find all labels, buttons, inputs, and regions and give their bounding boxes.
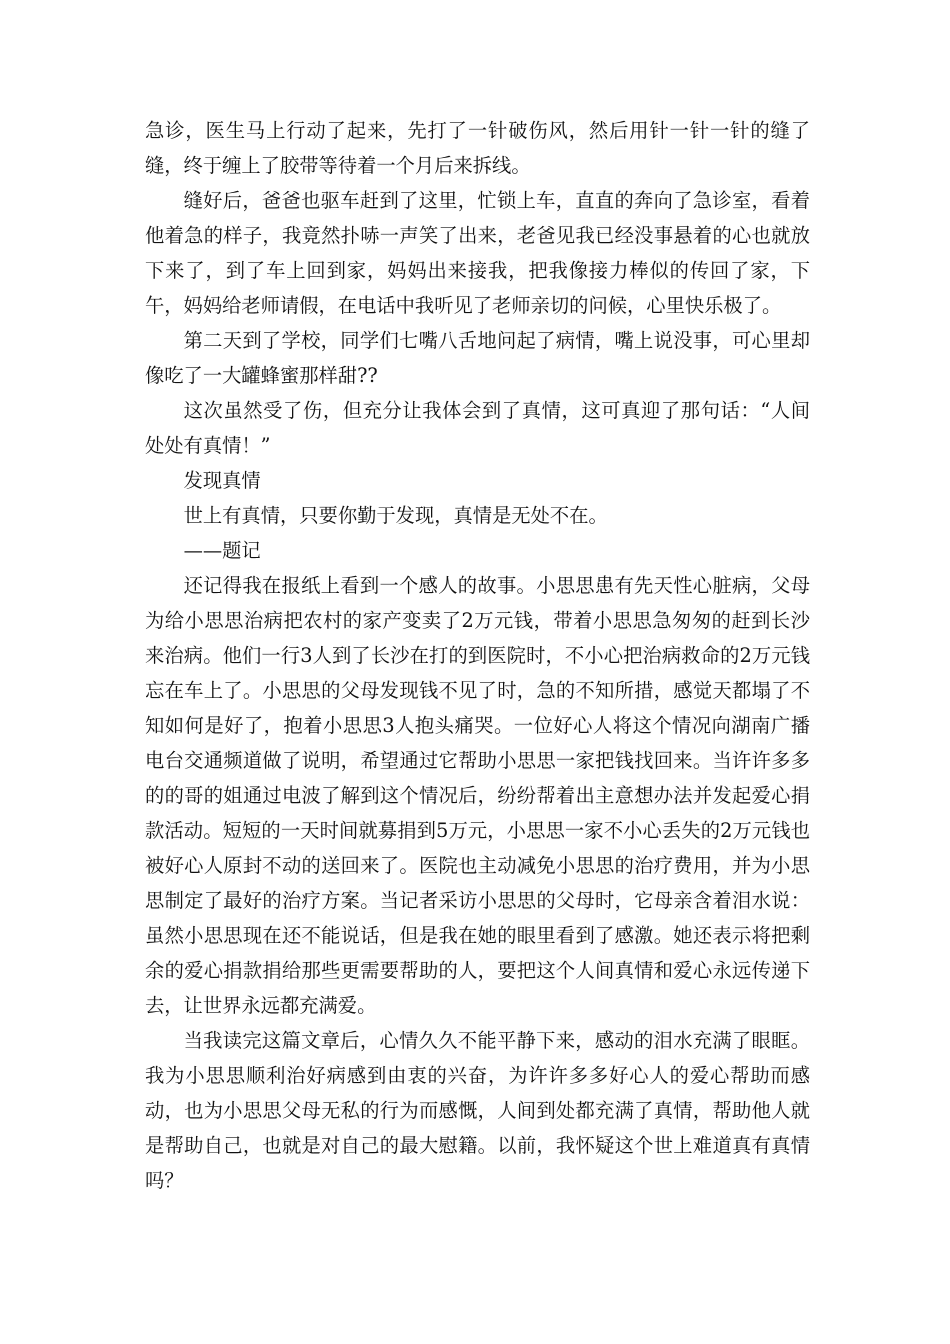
paragraph: 这次虽然受了伤，但充分让我体会到了真情，这可真迎了那句话：“人间处处有真情！”: [145, 399, 810, 457]
paragraph: 第二天到了学校，同学们七嘴八舌地问起了病情，嘴上说没事，可心里却像吃了一大罐蜂蜜那样甜??: [145, 329, 810, 387]
paragraph: 当我读完这篇文章后，心情久久不能平静下来，感动的泪水充满了眼眶。我为小思思顺利治好病感到由衷的兴奋，为许许多多好心人的爱心帮助而感动，也为小思思父母无私的行为而感慨，人间到处都充满了真情，帮助他人就是帮助自己，也就是对自己的最大慰籍。以前，我怀疑这个世上难道真有真情吗？: [145, 1029, 810, 1192]
body-text: [145, 113, 810, 1198]
paragraph: 缝好后，爸爸也驱车赶到了这里，忙锁上车，直直的奔向了急诊室，看着他着急的样子，我竟然扑哧一声笑了出来，老爸见我已经没事悬着的心也就放下来了，到了车上回到家，妈妈出来接我，把我像接力棒似的传回了家，下午，妈妈给老师请假，在电话中我听见了老师亲切的问候，心里快乐极了。: [145, 189, 810, 317]
essay-title: 发现真情: [183, 469, 261, 492]
epigraph: 世上有真情，只要你勤于发现，真情是无处不在。: [183, 504, 608, 527]
paragraph-continuation: 急诊，医生马上行动了起来，先打了一针破伤风，然后用针一针一针的缝了缝，终于缠上了胶带等待着一个月后来拆线。: [145, 119, 810, 177]
epigraph-attribution: ——题记: [183, 539, 261, 562]
paragraph: 还记得我在报纸上看到一个感人的故事。小思思患有先天性心脏病，父母为给小思思治病把农村的家产变卖了2万元钱，带着小思思急匆匆的赶到长沙来治病。他们一行3人到了长沙在打的到医院时，不小心把治病救命的2万元钱忘在车上了。小思思的父母发现钱不见了时，急的不知所措，感觉天都塌了不知如何是好了，抱着小思思3人抱头痛哭。一位好心人将这个情况向湖南广播电台交通频道做了说明，希望通过它帮助小思思一家把钱找回来。当许许多多的的哥的姐通过电波了解到这个情况后，纷纷帮着出主意想办法并发起爱心捐款活动。短短的一天时间就募捐到5万元，小思思一家不小心丢失的2万元钱也被好心人原封不动的送回来了。医院也主动减免小思思的治疗费用，并为小思思制定了最好的治疗方案。当记者采访小思思的父母时，它母亲含着泪水说：虽然小思思现在还不能说话，但是我在她的眼里看到了感激。她还表示将把剩余的爱心捐款捐给那些更需要帮助的人，要把这个人间真情和爱心永远传递下去，让世界永远都充满爱。: [145, 574, 810, 1017]
